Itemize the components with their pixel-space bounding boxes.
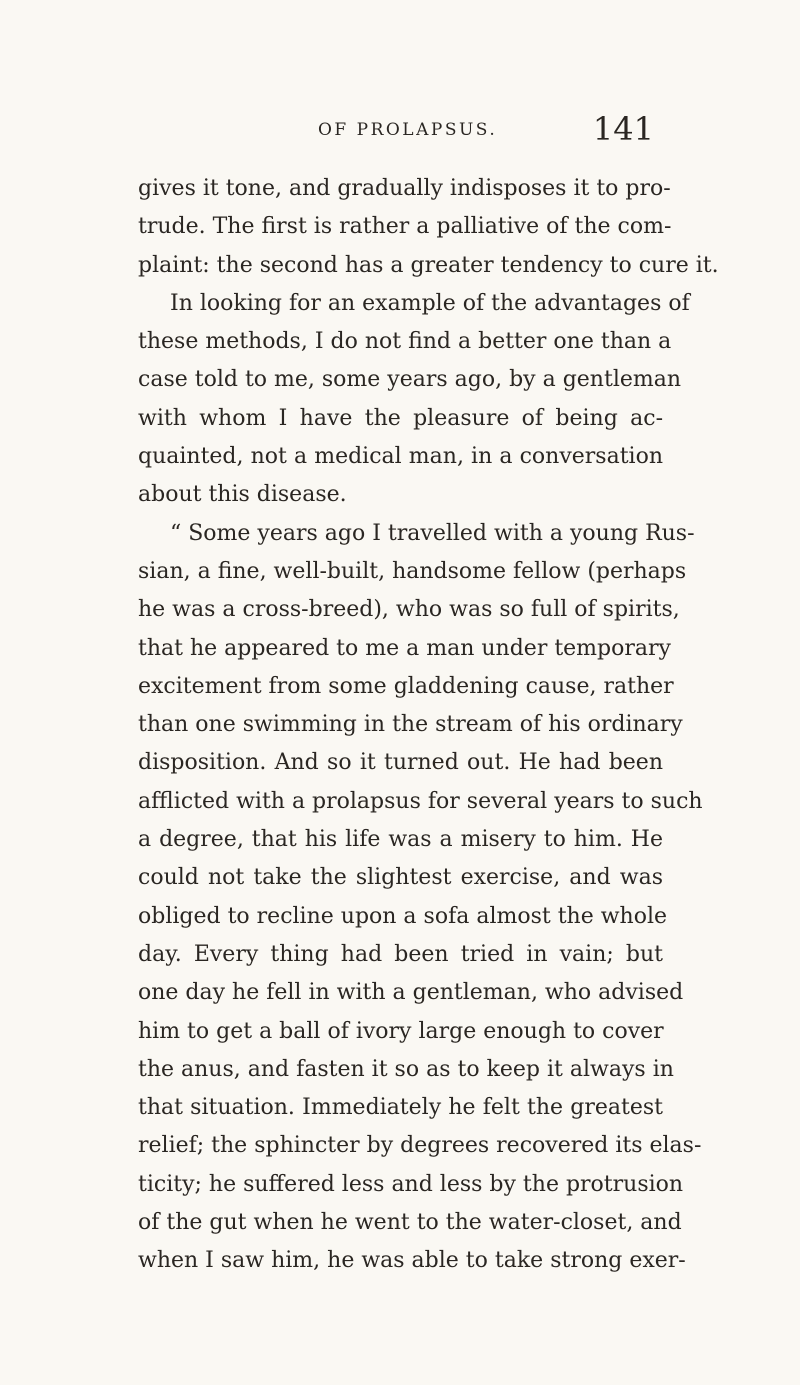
text-line: could not take the slightest exercise, and was — [138, 865, 663, 891]
text-line: sian, a fine, well-built, handsome fellow (perhaps — [138, 558, 687, 584]
text-line: “ Some years ago I travelled with a young Rus- — [170, 520, 695, 546]
text-line: than one swimming in the stream of his ordinary — [138, 712, 683, 738]
text-line: the anus, and fasten it so as to keep it always in — [138, 1056, 674, 1082]
text-line: ticity; he suffered less and less by the protrusion — [138, 1171, 684, 1197]
text-line: a degree, that his life was a misery to him. He — [138, 827, 663, 853]
body-text — [138, 170, 719, 1281]
text-line: of the gut when he went to the water-closet, and — [138, 1210, 682, 1236]
running-head: OF PROLAPSUS. — [318, 120, 498, 140]
page-number: 141 — [592, 110, 654, 148]
text-line: trude. The first is rather a palliative of the com- — [138, 214, 672, 240]
text-line: afflicted with a prolapsus for several years to such — [138, 788, 703, 814]
text-line: that he appeared to me a man under temporary — [138, 635, 671, 661]
page-header — [0, 110, 800, 158]
text-line: quainted, not a medical man, in a conversation — [138, 444, 663, 470]
text-line: day. Every thing had been tried in vain; but — [138, 941, 663, 967]
text-line: obliged to recline upon a sofa almost the whole — [138, 903, 668, 929]
text-line: one day he fell in with a gentleman, who advised — [138, 980, 684, 1006]
text-line: he was a cross-breed), who was so full of spirits, — [138, 597, 680, 623]
text-line: relief; the sphincter by degrees recovered its elas- — [138, 1133, 702, 1159]
text-line: case told to me, some years ago, by a gentleman — [138, 367, 682, 393]
text-line: In looking for an example of the advantages of — [170, 290, 690, 316]
text-line: him to get a ball of ivory large enough to cover — [138, 1018, 664, 1044]
text-line: that situation. Immediately he felt the greatest — [138, 1095, 663, 1121]
text-line: excitement from some gladdening cause, rather — [138, 673, 674, 699]
text-line: these methods, I do not find a better one than a — [138, 329, 672, 355]
text-line: with whom I have the pleasure of being ac- — [138, 405, 663, 431]
text-line: about this disease. — [138, 482, 347, 508]
text-line: when I saw him, he was able to take strong exer- — [138, 1248, 686, 1274]
text-line: gives it tone, and gradually indisposes it to pro- — [138, 176, 671, 201]
text-line: plaint: the second has a greater tendency to cure it. — [138, 252, 719, 278]
text-line: disposition. And so it turned out. He had been — [138, 750, 663, 776]
